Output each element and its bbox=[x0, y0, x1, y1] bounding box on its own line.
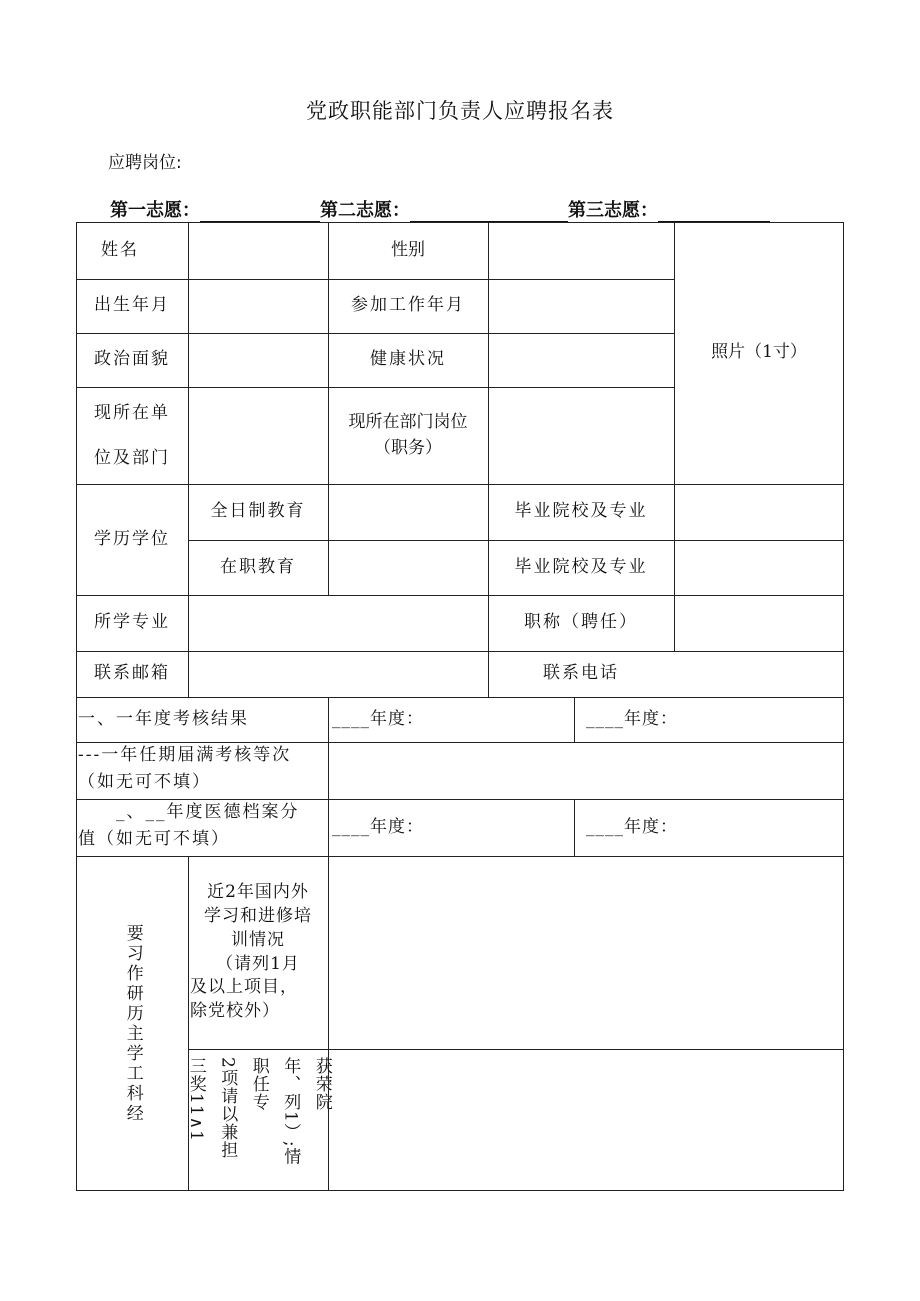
education-label: 学历学位 bbox=[94, 528, 170, 549]
training-line: 及以上项目， bbox=[190, 977, 298, 998]
award-col: 年、列1）;情 bbox=[280, 1057, 301, 1166]
training-line: 训情况 bbox=[231, 929, 285, 950]
training-line: （请列1月 bbox=[216, 953, 300, 974]
major-input[interactable] bbox=[188, 595, 488, 651]
table-line bbox=[574, 697, 575, 742]
main-experience-text: 要习作研历主学工科经 bbox=[122, 923, 143, 1124]
term-review-label bbox=[78, 742, 328, 799]
unit-input[interactable] bbox=[188, 387, 328, 484]
birth-label: 出生年月 bbox=[94, 295, 170, 316]
term-review-line2: （如无可不填） bbox=[78, 772, 211, 793]
political-input[interactable] bbox=[188, 333, 328, 387]
medical-year1[interactable]: ____年度： bbox=[332, 816, 424, 837]
unit-label-line2: 位及部门 bbox=[94, 447, 170, 468]
award-col: 获荣院 bbox=[311, 1057, 332, 1111]
wish2-label: 第二志愿： bbox=[320, 200, 410, 221]
wish1-field[interactable] bbox=[200, 201, 320, 222]
form-title: 党政职能部门负责人应聘报名表 bbox=[306, 99, 614, 123]
term-review-input[interactable] bbox=[328, 742, 844, 799]
dept-post-input[interactable] bbox=[488, 387, 674, 484]
table-line bbox=[574, 799, 575, 856]
annual-review-label: 一、一年度考核结果 bbox=[78, 708, 249, 729]
unit-label-line1: 现所在单 bbox=[94, 403, 170, 424]
training-line: 学习和进修培 bbox=[204, 905, 312, 926]
inservice-label: 在职教育 bbox=[220, 556, 296, 577]
birth-input[interactable] bbox=[188, 279, 328, 333]
post-label: 应聘岗位: bbox=[108, 153, 182, 173]
title-rank-input[interactable] bbox=[674, 595, 844, 651]
training-line: 除党校外） bbox=[190, 1001, 280, 1022]
gender-label: 性别 bbox=[391, 239, 425, 260]
gender-input[interactable] bbox=[488, 222, 674, 279]
medical-line1: _、__年度医德档案分 bbox=[116, 802, 300, 822]
title-rank-label: 职称（聘任） bbox=[524, 612, 638, 633]
training-input[interactable] bbox=[328, 856, 844, 1049]
phone-input[interactable] bbox=[674, 651, 844, 697]
email-label: 联系邮箱 bbox=[94, 663, 170, 684]
training-label bbox=[188, 856, 328, 1049]
annual-year1[interactable]: ____年度： bbox=[332, 708, 424, 729]
fulltime-school-input[interactable] bbox=[674, 484, 844, 540]
wish3-label: 第三志愿： bbox=[568, 200, 658, 221]
medical-line2: 值（如无可不填） bbox=[78, 829, 230, 850]
unit-label bbox=[76, 387, 188, 484]
email-input[interactable] bbox=[188, 651, 488, 697]
wish-line bbox=[110, 196, 770, 222]
award-input[interactable] bbox=[328, 1049, 844, 1191]
health-input[interactable] bbox=[488, 333, 674, 387]
wish1-label: 第一志愿： bbox=[110, 200, 200, 221]
inservice-school-input[interactable] bbox=[674, 540, 844, 595]
inservice-school-label: 毕业院校及专业 bbox=[514, 556, 648, 577]
wish3-field[interactable] bbox=[658, 201, 770, 222]
name-label: 姓名 bbox=[101, 239, 139, 260]
medical-year2[interactable]: ____年度： bbox=[586, 816, 678, 837]
phone-label: 联系电话 bbox=[543, 663, 619, 684]
award-col: 2项请以兼担 bbox=[217, 1057, 238, 1159]
training-line: 近2年国内外 bbox=[207, 882, 309, 903]
annual-year2[interactable]: ____年度： bbox=[586, 708, 678, 729]
wish2-field[interactable] bbox=[410, 201, 568, 222]
award-col: 职任专 bbox=[248, 1057, 269, 1111]
major-label: 所学专业 bbox=[94, 612, 170, 633]
work-start-label: 参加工作年月 bbox=[351, 295, 465, 316]
dept-post-line2: （职务） bbox=[374, 437, 442, 458]
fulltime-school-label: 毕业院校及专业 bbox=[514, 501, 648, 522]
dept-post-label bbox=[328, 387, 488, 484]
main-experience-label bbox=[76, 856, 188, 1191]
award-label bbox=[185, 1049, 332, 1191]
inservice-input[interactable] bbox=[328, 540, 488, 595]
photo-box: 照片（1寸） bbox=[711, 342, 807, 363]
term-review-line1: ---一年任期届满考核等次 bbox=[78, 745, 292, 765]
fulltime-input[interactable] bbox=[328, 484, 488, 540]
award-col: 三奖11∧1 bbox=[185, 1057, 206, 1142]
medical-label bbox=[78, 799, 328, 856]
fulltime-label: 全日制教育 bbox=[210, 501, 306, 522]
dept-post-line1: 现所在部门岗位 bbox=[348, 412, 468, 432]
work-start-input[interactable] bbox=[488, 279, 674, 333]
name-input[interactable] bbox=[188, 222, 328, 279]
political-label: 政治面貌 bbox=[94, 349, 170, 370]
health-label: 健康状况 bbox=[370, 349, 446, 370]
